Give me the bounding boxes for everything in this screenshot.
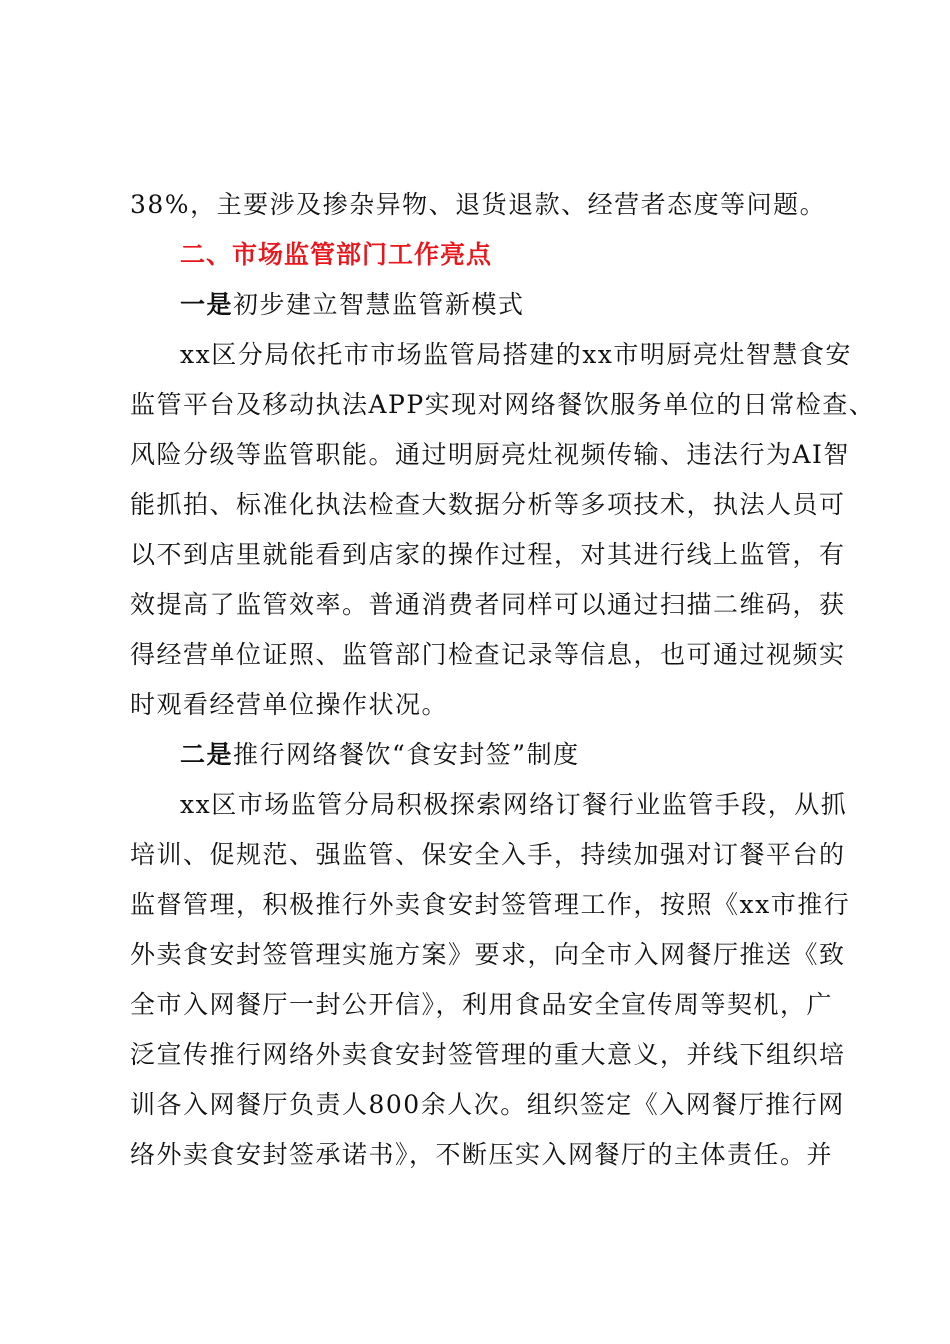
subheading-second: [180, 740, 580, 770]
paragraph-line: 监管平台及移动执法APP实现对网络餐饮服务单位的日常检查、: [130, 390, 876, 419]
paragraph-line: 时观看经营单位操作状况。: [130, 690, 449, 719]
paragraph-line: 38%，主要涉及掺杂异物、退货退款、经营者态度等问题。: [130, 190, 827, 219]
paragraph-line: 外卖食安封签管理实施方案》要求，向全市入网餐厅推送《致: [130, 940, 846, 969]
subheading-text: 初步建立智慧监管新模式: [233, 290, 525, 319]
paragraph-line: 能抓拍、标准化执法检查大数据分析等多项技术，执法人员可: [130, 490, 846, 519]
lead-label-second: 二是: [180, 740, 234, 769]
paragraph-line: xx区分局依托市市场监管局搭建的xx市明厨亮灶智慧食安: [180, 340, 852, 369]
paragraph-line: 得经营单位证照、监管部门检查记录等信息，也可通过视频实: [130, 640, 846, 669]
paragraph-line: 效提高了监管效率。普通消费者同样可以通过扫描二维码，获: [130, 590, 846, 619]
paragraph-line: 风险分级等监管职能。通过明厨亮灶视频传输、违法行为AI智: [130, 440, 850, 469]
paragraph-line: 训各入网餐厅负责人800余人次。组织签定《入网餐厅推行网: [130, 1090, 845, 1119]
paragraph-line: xx区市场监管分局积极探索网络订餐行业监管手段，从抓: [180, 790, 848, 819]
subheading-first: [180, 290, 525, 320]
paragraph-line: 以不到店里就能看到店家的操作过程，对其进行线上监管，有: [130, 540, 846, 569]
section-heading: 二、市场监管部门工作亮点: [180, 240, 493, 269]
subheading-text: 推行网络餐饮“食安封签”制度: [233, 740, 580, 769]
paragraph-line: 培训、促规范、强监管、保安全入手，持续加强对订餐平台的: [130, 840, 846, 869]
paragraph-line: 泛宣传推行网络外卖食安封签管理的重大意义，并线下组织培: [130, 1040, 846, 1069]
paragraph-line: 全市入网餐厅一封公开信》，利用食品安全宣传周等契机，广: [130, 990, 834, 1019]
paragraph-line: 络外卖食安封签承诺书》，不断压实入网餐厅的主体责任。并: [130, 1140, 834, 1169]
lead-label-first: 一是: [180, 290, 234, 319]
paragraph-line: 监督管理，积极推行外卖食安封签管理工作，按照《xx市推行: [130, 890, 851, 919]
